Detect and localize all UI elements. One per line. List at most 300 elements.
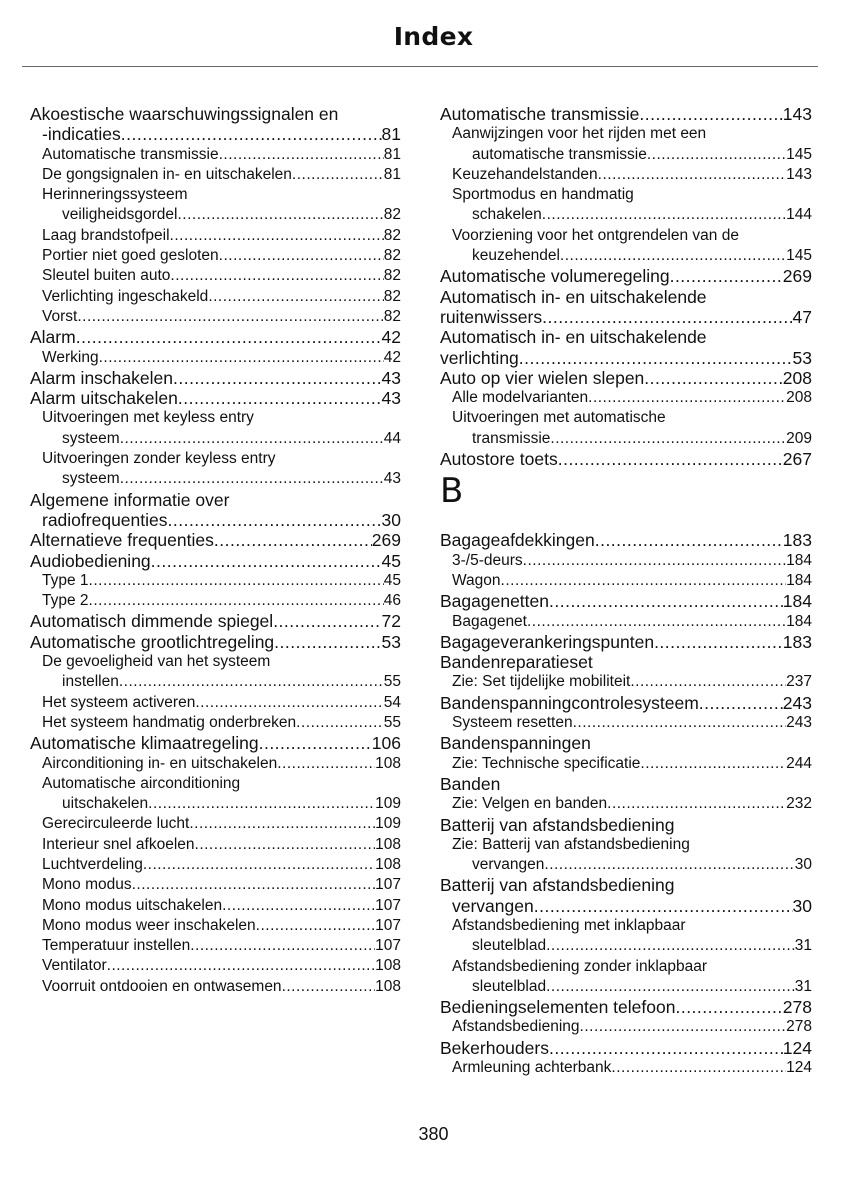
- dot-leader: [560, 246, 786, 266]
- index-entry-term: Type 2: [42, 592, 89, 610]
- dot-leader: [654, 632, 783, 652]
- index-entry-page: 108: [375, 754, 401, 772]
- dot-leader: [523, 551, 786, 571]
- index-entry: [440, 936, 812, 956]
- index-entry-term: ruitenwissers: [440, 306, 543, 327]
- index-entry: [30, 287, 401, 307]
- index-entry-page: 43: [381, 367, 401, 388]
- dot-leader: [640, 754, 786, 774]
- dot-leader: [282, 977, 376, 997]
- index-entry: [30, 266, 401, 286]
- index-entry-page: 183: [782, 631, 812, 652]
- index-entry: [440, 327, 812, 347]
- index-entry: [30, 693, 401, 713]
- dot-leader: [195, 835, 376, 855]
- index-entry: [30, 104, 401, 124]
- index-entry: [440, 612, 812, 632]
- index-entry-page: 144: [786, 206, 812, 224]
- index-entry: [30, 530, 401, 550]
- index-entry-page: 31: [794, 977, 812, 995]
- index-entry-term: Zie: Batterij van afstandsbediening: [452, 835, 690, 853]
- index-entry: [30, 896, 401, 916]
- index-entry: [30, 672, 401, 692]
- index-entry-term: Automatische transmissie: [42, 145, 219, 163]
- index-entry-page: 267: [782, 449, 812, 470]
- index-entry-term: Alarm inschakelen: [30, 367, 173, 388]
- index-entry-page: 30: [794, 856, 812, 874]
- index-entry-term: Alarm: [30, 327, 76, 348]
- index-entry-page: 81: [383, 165, 401, 183]
- index-entry-term: schakelen: [472, 206, 542, 224]
- index-entry-term: Gerecirculeerde lucht: [42, 815, 190, 833]
- index-entry-term: Banden: [440, 773, 501, 794]
- index-entry-page: 47: [792, 306, 812, 327]
- index-entry: [30, 936, 401, 956]
- index-entry: [30, 551, 401, 571]
- index-entry-page: 42: [383, 348, 401, 366]
- index-column-left: [30, 104, 401, 997]
- index-entry-page: 278: [782, 997, 812, 1018]
- index-entry: [440, 835, 812, 855]
- index-entry: [440, 652, 812, 672]
- index-entry: [30, 571, 401, 591]
- index-entry-term: Het systeem activeren: [42, 693, 196, 711]
- index-entry: [440, 530, 812, 550]
- index-entry-term: Alle modelvarianten: [452, 389, 589, 407]
- dot-leader: [120, 469, 384, 489]
- index-entry-term: Alarm uitschakelen: [30, 388, 178, 409]
- index-entry-term: verlichting: [440, 347, 519, 368]
- index-entry: [30, 449, 401, 469]
- dot-leader: [501, 571, 787, 591]
- index-entry-term: Verlichting ingeschakeld: [42, 287, 209, 305]
- index-entry: [30, 875, 401, 895]
- index-entry-page: 82: [383, 206, 401, 224]
- dot-leader: [519, 348, 793, 368]
- index-entry-term: Afstandsbediening zonder inklapbaar: [452, 957, 708, 975]
- dot-leader: [296, 713, 384, 733]
- index-entry-page: 243: [786, 714, 812, 732]
- dot-leader: [546, 977, 795, 997]
- dot-leader: [121, 124, 382, 144]
- index-entry: [440, 754, 812, 774]
- index-entry-page: 45: [381, 550, 401, 571]
- index-entry-term: transmissie: [472, 429, 551, 447]
- index-entry: [440, 875, 812, 895]
- index-entry-term: instellen: [62, 673, 119, 691]
- header-divider: [22, 66, 818, 67]
- index-entry-page: 30: [381, 509, 401, 530]
- index-entry-page: 232: [786, 795, 812, 813]
- index-entry: [440, 348, 812, 368]
- dot-leader: [573, 713, 787, 733]
- index-entry-term: Mono modus: [42, 876, 132, 894]
- index-entry-term: Portier niet goed gesloten: [42, 247, 219, 265]
- dot-leader: [550, 429, 786, 449]
- index-entry-term: Het systeem handmatig onderbreken: [42, 713, 297, 731]
- index-entry: [440, 672, 812, 692]
- dot-leader: [259, 733, 372, 753]
- index-entry: [440, 815, 812, 835]
- index-entry-term: Vorst: [42, 307, 78, 325]
- index-entry: [30, 814, 401, 834]
- index-entry-page: 82: [383, 307, 401, 325]
- index-entry-term: Automatische klimaatregeling: [30, 733, 259, 754]
- index-entry-term: -indicaties: [42, 124, 121, 145]
- index-entry: [30, 429, 401, 449]
- index-entry: [30, 632, 401, 652]
- dot-leader: [173, 368, 382, 388]
- dot-leader: [277, 754, 375, 774]
- index-entry-page: 82: [383, 287, 401, 305]
- index-entry-page: 145: [786, 247, 812, 265]
- index-entry-page: 184: [786, 551, 812, 569]
- index-entry-page: 143: [786, 165, 812, 183]
- index-entry-page: 269: [782, 266, 812, 287]
- index-entry-page: 269: [371, 530, 401, 551]
- index-entry-term: Automatisch in- en uitschakelende: [440, 327, 707, 348]
- dot-leader: [558, 449, 783, 469]
- index-entry-page: 278: [786, 1018, 812, 1036]
- index-entry-page: 81: [381, 124, 401, 145]
- index-entry-term: Zie: Set tijdelijke mobiliteit: [452, 673, 631, 691]
- index-entry-page: 45: [383, 571, 401, 589]
- dot-leader: [195, 693, 383, 713]
- index-entry-page: 145: [786, 145, 812, 163]
- index-entry-term: Werking: [42, 348, 99, 366]
- dot-leader: [607, 794, 786, 814]
- index-entry-term: Bagageafdekkingen: [440, 530, 595, 551]
- dot-leader: [222, 896, 375, 916]
- dot-leader: [120, 429, 384, 449]
- index-entry-page: 82: [383, 267, 401, 285]
- index-entry-page: 55: [383, 713, 401, 731]
- index-entry: [30, 611, 401, 631]
- index-entry-term: Armleuning achterbank: [452, 1059, 612, 1077]
- index-entry: [440, 449, 812, 469]
- index-entry-term: Voorziening voor het ontgrendelen van de: [452, 226, 739, 244]
- index-entry-term: Bandenspanningcontrolesysteem: [440, 692, 699, 713]
- dot-leader: [670, 266, 783, 286]
- dot-leader: [675, 997, 782, 1017]
- index-entry: [440, 145, 812, 165]
- index-entry: [30, 510, 401, 530]
- dot-leader: [256, 916, 375, 936]
- index-entry-page: 109: [375, 795, 401, 813]
- index-entry: [440, 713, 812, 733]
- index-entry-term: vervangen: [472, 856, 545, 874]
- index-entry-page: 81: [383, 145, 401, 163]
- index-entry-term: Aanwijzingen voor het rijden met een: [452, 125, 707, 143]
- index-entry-term: Type 1: [42, 571, 89, 589]
- dot-leader: [273, 611, 381, 631]
- index-entry: [440, 774, 812, 794]
- index-entry-term: Afstandsbediening met inklapbaar: [452, 916, 686, 934]
- index-entry-page: 143: [782, 104, 812, 124]
- index-entry-term: Luchtverdeling: [42, 855, 143, 873]
- index-entry: [440, 104, 812, 124]
- dot-leader: [219, 145, 384, 165]
- index-entry-page: 208: [782, 367, 812, 388]
- index-entry-term: Airconditioning in- en uitschakelen: [42, 754, 278, 772]
- index-entry-page: 31: [794, 937, 812, 955]
- index-entry-page: 108: [375, 957, 401, 975]
- index-entry-term: Mono modus weer inschakelen: [42, 916, 256, 934]
- index-entry-term: Bekerhouders: [440, 1037, 549, 1058]
- dot-leader: [170, 226, 384, 246]
- index-entry: [30, 408, 401, 428]
- dot-leader: [544, 855, 794, 875]
- index-entry-term: Zie: Technische specificatie: [452, 754, 641, 772]
- index-entry-page: 184: [786, 612, 812, 630]
- index-entry: [440, 551, 812, 571]
- dot-leader: [644, 368, 783, 388]
- dot-leader: [549, 1038, 783, 1058]
- index-entry-page: 43: [381, 388, 401, 409]
- dot-leader: [527, 612, 786, 632]
- index-entry: [30, 307, 401, 327]
- index-entry: [30, 652, 401, 672]
- index-entry-term: keuzehendel: [472, 247, 560, 265]
- dot-leader: [132, 875, 376, 895]
- index-entry-term: Batterij van afstandsbediening: [440, 875, 675, 896]
- dot-leader: [292, 165, 384, 185]
- index-entry: [30, 774, 401, 794]
- index-entry: [440, 1038, 812, 1058]
- index-entry: [440, 307, 812, 327]
- index-entry-page: 183: [782, 530, 812, 551]
- dot-leader: [99, 348, 384, 368]
- index-entry-term: Autostore toets: [440, 449, 558, 470]
- dot-leader: [190, 936, 375, 956]
- page-number: 380: [418, 1124, 449, 1144]
- index-entry-term: Ventilator: [42, 957, 107, 975]
- index-entry-page: 54: [383, 693, 401, 711]
- index-entry: [440, 693, 812, 713]
- index-entry-page: 43: [383, 470, 401, 488]
- dot-leader: [588, 388, 786, 408]
- index-entry: [440, 632, 812, 652]
- index-entry-page: 107: [375, 916, 401, 934]
- index-entry: [440, 1058, 812, 1078]
- index-entry-term: Uitvoeringen met automatische: [452, 409, 666, 427]
- dot-leader: [177, 205, 383, 225]
- index-entry: [30, 733, 401, 753]
- index-entry-page: 107: [375, 937, 401, 955]
- index-entry: [30, 490, 401, 510]
- index-entry-term: systeem: [62, 470, 120, 488]
- index-entry: [30, 794, 401, 814]
- index-entry: [440, 165, 812, 185]
- dot-leader: [189, 814, 375, 834]
- index-entry-term: 3-/5-deurs: [452, 551, 523, 569]
- index-column-right: [440, 104, 812, 1078]
- dot-leader: [214, 530, 372, 550]
- index-entry: [30, 835, 401, 855]
- index-entry-term: Afstandsbediening: [452, 1018, 580, 1036]
- index-entry-term: Algemene informatie over: [30, 489, 230, 510]
- index-entry-page: 124: [782, 1037, 812, 1058]
- index-entry-term: Bagagenetten: [440, 591, 549, 612]
- index-entry-term: Audiobediening: [30, 550, 151, 571]
- index-entry: [30, 591, 401, 611]
- dot-leader: [549, 591, 783, 611]
- index-entry: [30, 956, 401, 976]
- index-entry: [30, 246, 401, 266]
- index-entry-term: Bagageverankeringspunten: [440, 631, 655, 652]
- dot-leader: [542, 307, 792, 327]
- dot-leader: [580, 1017, 787, 1037]
- index-entry-page: 184: [786, 571, 812, 589]
- index-entry-term: Herinneringssysteem: [42, 186, 188, 204]
- index-entry-page: 243: [782, 692, 812, 713]
- index-entry: [440, 226, 812, 246]
- index-entry-term: Automatisch dimmende spiegel: [30, 611, 274, 632]
- index-entry-page: 53: [792, 347, 812, 368]
- index-entry: [440, 916, 812, 936]
- dot-leader: [148, 794, 375, 814]
- dot-leader: [534, 896, 793, 916]
- index-entry-page: 53: [381, 631, 401, 652]
- index-entry-page: 208: [786, 389, 812, 407]
- dot-leader: [151, 551, 382, 571]
- index-entry-term: Automatische transmissie: [440, 104, 640, 124]
- index-entry-term: uitschakelen: [62, 795, 149, 813]
- index-entry-page: 244: [786, 754, 812, 772]
- index-entry-page: 30: [792, 895, 812, 916]
- dot-leader: [546, 936, 795, 956]
- page-title: Index: [393, 22, 474, 51]
- index-entry-page: 44: [383, 429, 401, 447]
- index-entry-term: Bandenreparatieset: [440, 652, 593, 673]
- index-entry: [30, 185, 401, 205]
- dot-leader: [143, 855, 375, 875]
- index-entry-page: 107: [375, 896, 401, 914]
- index-entry-page: 108: [375, 977, 401, 995]
- index-entry-term: Voorruit ontdooien en ontwasemen: [42, 977, 282, 995]
- index-entry: [30, 165, 401, 185]
- index-entry: [30, 124, 401, 144]
- index-entry-page: 82: [383, 226, 401, 244]
- index-entry: [30, 388, 401, 408]
- index-entry-term: Mono modus uitschakelen: [42, 896, 223, 914]
- index-entry-page: 184: [782, 591, 812, 612]
- index-entry-term: Auto op vier wielen slepen: [440, 367, 645, 388]
- index-entry: [440, 246, 812, 266]
- dot-leader: [699, 693, 783, 713]
- dot-leader: [208, 287, 383, 307]
- index-entry: [30, 348, 401, 368]
- index-entry-page: 42: [381, 327, 401, 348]
- index-entry: [440, 388, 812, 408]
- index-entry-page: 106: [371, 733, 401, 754]
- index-entry: [30, 469, 401, 489]
- index-entry: [30, 855, 401, 875]
- dot-leader: [178, 388, 382, 408]
- index-entry: [30, 368, 401, 388]
- index-entry: [440, 368, 812, 388]
- index-entry-term: Sportmodus en handmatig: [452, 186, 634, 204]
- index-entry: [30, 713, 401, 733]
- index-entry: [440, 977, 812, 997]
- index-entry-term: Sleutel buiten auto: [42, 267, 171, 285]
- index-entry-page: 108: [375, 855, 401, 873]
- dot-leader: [611, 1058, 786, 1078]
- index-entry-page: 82: [383, 247, 401, 265]
- dot-leader: [170, 266, 383, 286]
- dot-leader: [274, 632, 381, 652]
- dot-leader: [595, 530, 783, 550]
- index-entry-term: Laag brandstofpeil: [42, 226, 170, 244]
- index-entry-term: automatische transmissie: [472, 145, 647, 163]
- dot-leader: [89, 591, 384, 611]
- index-entry: [440, 733, 812, 753]
- dot-leader: [647, 145, 786, 165]
- index-entry-term: De gevoeligheid van het systeem: [42, 653, 271, 671]
- index-entry-term: sleutelblad: [472, 937, 547, 955]
- index-entry: [30, 754, 401, 774]
- index-entry-page: 55: [383, 673, 401, 691]
- index-entry-term: Automatisch in- en uitschakelende: [440, 286, 707, 307]
- dot-leader: [168, 510, 382, 530]
- index-entry: [440, 205, 812, 225]
- index-entry-term: Keuzehandelstanden: [452, 165, 598, 183]
- dot-leader: [542, 205, 786, 225]
- index-entry-page: 46: [383, 592, 401, 610]
- index-entry-term: Systeem resetten: [452, 714, 573, 732]
- index-entry: [440, 896, 812, 916]
- index-entry: [440, 287, 812, 307]
- index-entry: [30, 226, 401, 246]
- index-entry: [440, 794, 812, 814]
- index-entry: [440, 957, 812, 977]
- index-entry: [440, 429, 812, 449]
- index-entry-term: Akoestische waarschuwingssignalen en: [30, 104, 339, 124]
- index-entry: [440, 124, 812, 144]
- index-entry: [30, 327, 401, 347]
- index-entry-term: De gongsignalen in- en uitschakelen: [42, 165, 292, 183]
- index-entry: [440, 185, 812, 205]
- dot-leader: [76, 327, 382, 347]
- index-entry-page: 237: [786, 673, 812, 691]
- index-entry-page: 124: [786, 1059, 812, 1077]
- index-entry-term: Automatische grootlichtregeling: [30, 631, 275, 652]
- index-entry-term: Alternatieve frequenties: [30, 530, 214, 551]
- index-entry-page: 107: [375, 876, 401, 894]
- dot-leader: [77, 307, 383, 327]
- dot-leader: [119, 672, 384, 692]
- dot-leader: [219, 246, 384, 266]
- index-entry-term: Bedieningselementen telefoon: [440, 997, 676, 1018]
- index-entry-term: radiofrequenties: [42, 509, 168, 530]
- index-entry: [30, 145, 401, 165]
- index-entry: [30, 977, 401, 997]
- index-entry-term: Automatische airconditioning: [42, 774, 241, 792]
- index-entry-term: Zie: Velgen en banden: [452, 795, 608, 813]
- index-entry: [440, 571, 812, 591]
- index-entry-term: veiligheidsgordel: [62, 206, 178, 224]
- index-entry-term: Automatische volumeregeling: [440, 266, 670, 287]
- index-entry-page: 72: [381, 611, 401, 632]
- index-entry-term: Temperatuur instellen: [42, 937, 191, 955]
- index-entry-page: 109: [375, 815, 401, 833]
- index-entry-term: systeem: [62, 429, 120, 447]
- index-entry-term: Bagagenet: [452, 612, 527, 630]
- dot-leader: [630, 672, 786, 692]
- index-entry-term: Bandenspanningen: [440, 733, 591, 754]
- index-entry-term: Uitvoeringen met keyless entry: [42, 409, 254, 427]
- index-entry: [440, 855, 812, 875]
